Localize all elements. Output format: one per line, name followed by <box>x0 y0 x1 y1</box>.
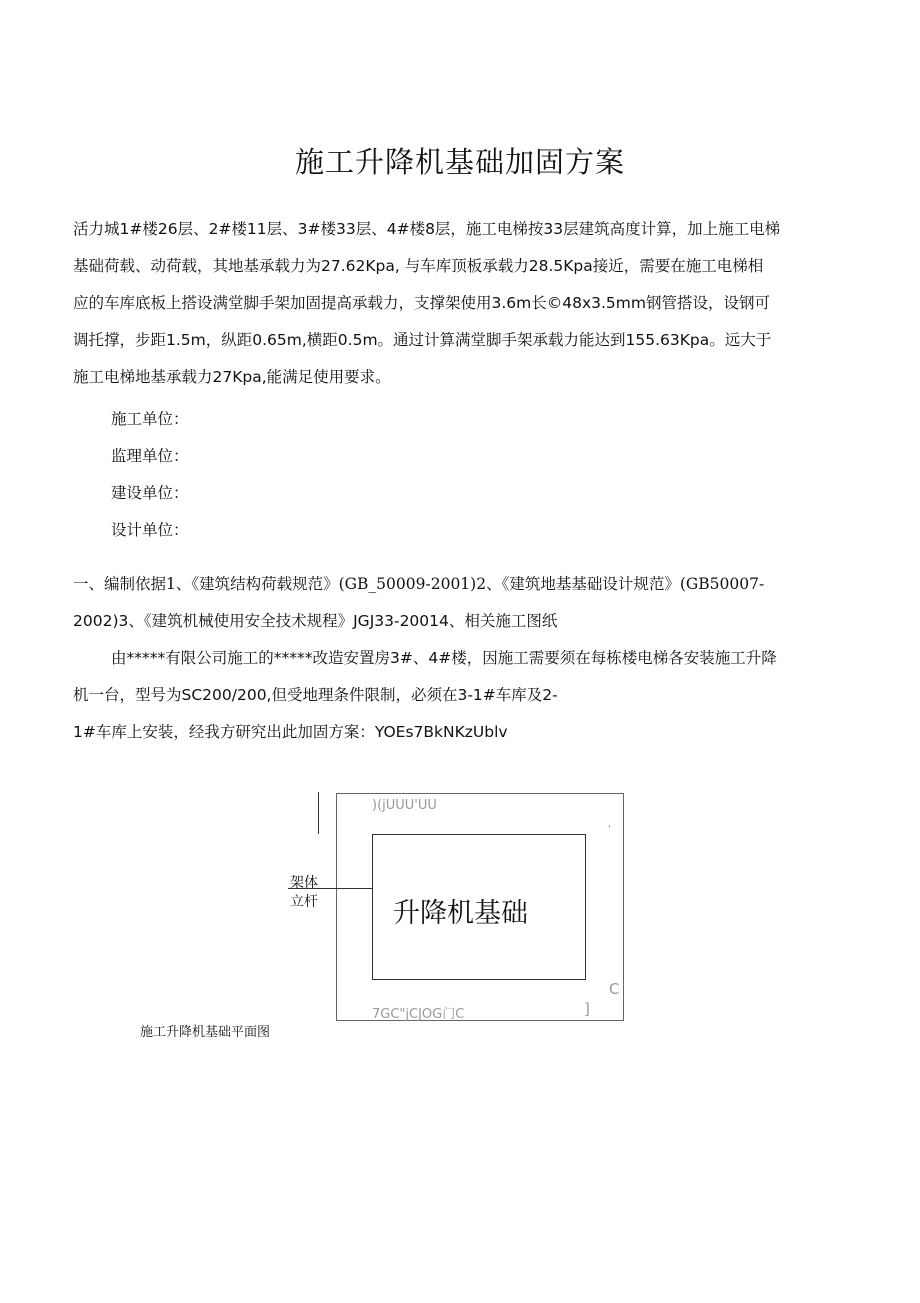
body-paragraph <box>73 640 833 751</box>
signature-construction-unit: 施工单位： <box>111 410 189 428</box>
body-line: 机一台，型号为SC200/200,但受地理条件限制，必须在3-1#车库及2- <box>73 686 558 704</box>
basis-line: 2002)3、《建筑机械使用安全技术规程》JGJ33-20014、相关施工图纸 <box>73 612 558 630</box>
signature-supervision-unit: 监理单位： <box>111 447 189 465</box>
intro-line: 应的车库底板上搭设满堂脚手架加固提高承载力，支撑架使用3.6m长©48x3.5mm钢管搭设，设钢可 <box>73 294 770 312</box>
diagram-caption: 施工升降机基础平面图 <box>140 1025 271 1040</box>
page-title: 施工升降机基础加固方案 <box>294 145 625 179</box>
basis-line: 一、编制依据1、《建筑结构荷载规范》(GB_50009-2001)2、《建筑地基基础设计规范》(GB50007- <box>73 575 765 593</box>
frame-label: 架体 <box>290 875 318 891</box>
diagram-top-noise: )(jUUU'UU <box>372 798 437 813</box>
intro-paragraph <box>73 211 833 396</box>
intro-line: 调托撑，步距1.5m，纵距0.65m,横距0.5m。通过计算满堂脚手架承载力能达到155.63Kpa。远大于 <box>73 331 772 349</box>
pole-line <box>318 792 319 834</box>
diagram-right-mark: C <box>609 980 620 998</box>
pole-label: 立杆 <box>290 894 318 910</box>
signature-design-unit: 设计单位： <box>111 521 189 539</box>
diagram-tick-mark: ' <box>608 824 611 835</box>
signature-owner-unit: 建设单位： <box>111 484 189 502</box>
elevator-foundation-box <box>372 834 586 980</box>
foundation-plan-diagram <box>280 790 640 1030</box>
diagram-bracket-mark: ] <box>584 1000 590 1018</box>
diagram-bottom-noise: 7GC"jCJOG门C <box>372 1007 465 1022</box>
intro-line: 施工电梯地基承载力27Kpa,能满足使用要求。 <box>73 368 391 386</box>
intro-line: 活力城1#楼26层、2#楼11层、3#楼33层、4#楼8层，施工电梯按33层建筑高度计算，加上施工电梯 <box>73 220 781 238</box>
body-line: 1#车库上安装，经我方研究出此加固方案：YOEs7BkNKzUblv <box>73 723 508 741</box>
foundation-label: 升降机基础 <box>393 898 528 929</box>
basis-paragraph <box>73 566 833 640</box>
intro-line: 基础荷载、动荷载，其地基承载力为27.62Kpa, 与车库顶板承载力28.5Kpa接近，需要在施工电梯相 <box>73 257 764 275</box>
body-line: 由*****有限公司施工的*****改造安置房3#、4#楼，因施工需要须在每栋楼电梯各安装施工升降 <box>111 649 777 667</box>
